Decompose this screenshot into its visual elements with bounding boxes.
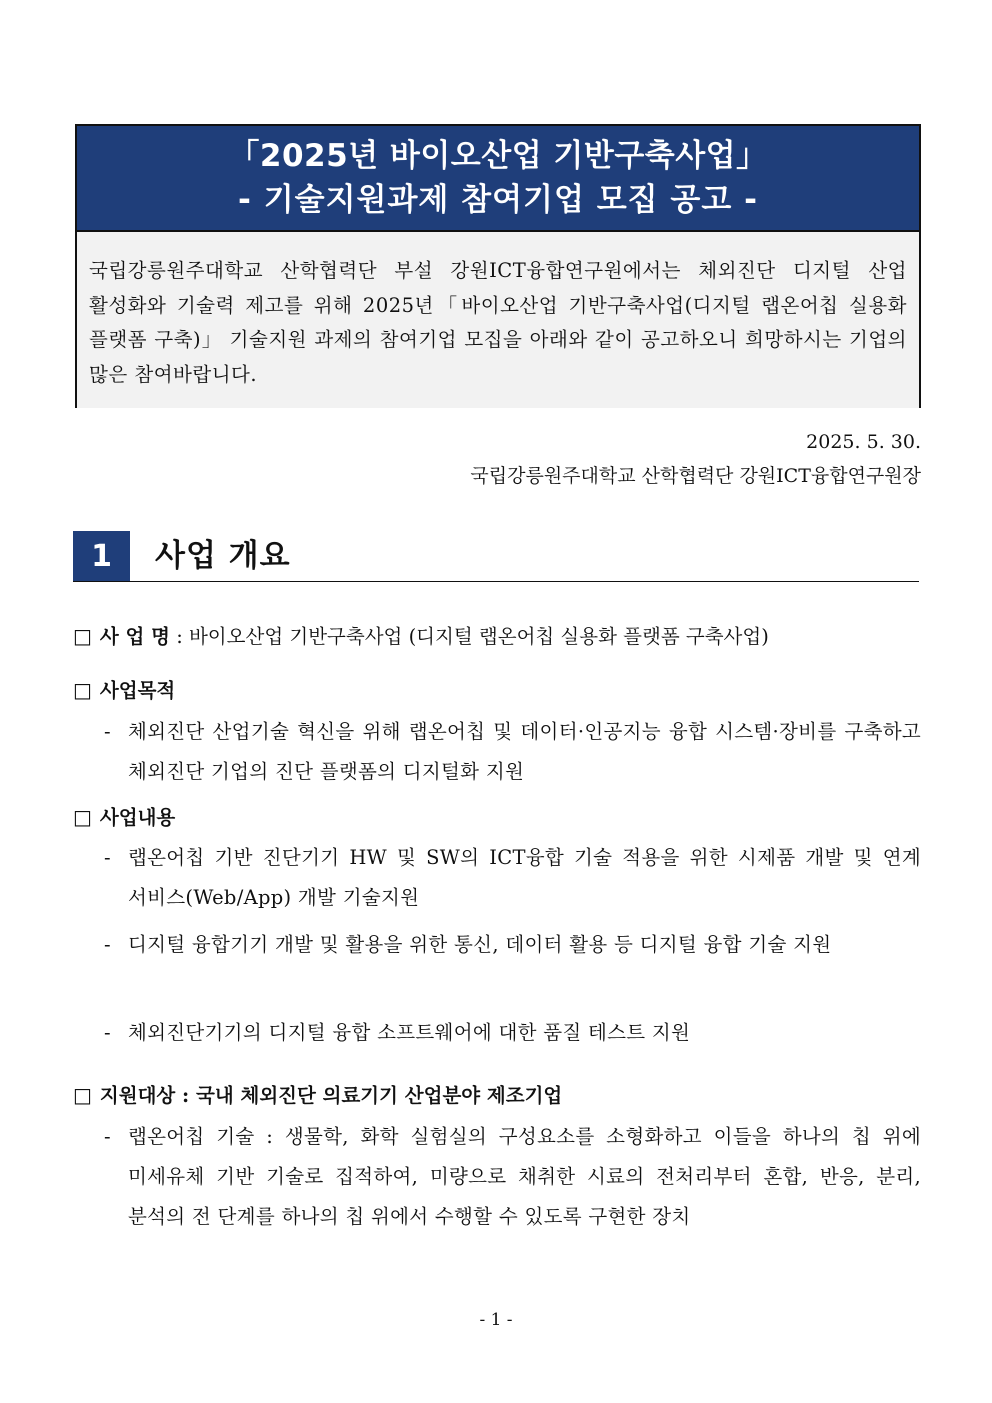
content-text-1: 랩온어칩 기반 진단기기 HW 및 SW의 ICT융합 기술 적용을 위한 시제품 개발 및 연계 서비스(Web/App) 개발 기술지원 (128, 846, 921, 909)
section-header (73, 531, 919, 582)
target-bullet-1 (104, 1117, 921, 1237)
title-line-2: - 기술지원과제 참여기업 모집 공고 - (238, 182, 758, 218)
target-label: 지원대상 : 국내 체외진단 의료기기 산업분야 제조기업 (99, 1084, 563, 1107)
content-text-2: 디지털 융합기기 개발 및 활용을 위한 통신, 데이터 활용 등 디지털 융합 기술 지원 (128, 933, 832, 956)
project-name-label: 사 업 명 (99, 625, 170, 648)
issuer-name: 국립강릉원주대학교 산학협력단 강원ICT융합연구원장 (470, 465, 921, 487)
dash-marker: - (104, 846, 111, 869)
content-bullet-3 (104, 1013, 921, 1053)
dash-marker: - (104, 1021, 111, 1044)
purpose-text-1: 체외진단 산업기술 혁신을 위해 랩온어칩 및 데이터·인공지능 융합 시스템·장비를 구축하고 체외진단 기업의 진단 플랫폼의 디지털화 지원 (128, 720, 921, 783)
purpose-bullet-1 (104, 712, 921, 792)
content-heading (73, 803, 175, 832)
dash-marker: - (104, 1125, 111, 1148)
checkbox-square-icon: □ (73, 624, 92, 648)
dash-marker: - (104, 933, 111, 956)
purpose-heading (73, 676, 175, 705)
content-bullet-2 (104, 925, 921, 965)
section-number: 1 (73, 531, 130, 581)
content-text-3: 체외진단기기의 디지털 융합 소프트웨어에 대한 품질 테스트 지원 (128, 1021, 691, 1044)
purpose-label: 사업목적 (99, 679, 176, 702)
title-line-1: 「2025년 바이오산업 기반구축사업」 (228, 138, 768, 174)
project-name-value: 바이오산업 기반구축사업 (디지털 랩온어칩 실용화 플랫폼 구축사업) (188, 625, 769, 648)
page-number: - 1 - (479, 1310, 513, 1330)
section-title: 사업 개요 (155, 538, 291, 574)
dash-marker: - (104, 720, 111, 743)
intro-paragraph: 국립강릉원주대학교 산학협력단 부설 강원ICT융합연구원에서는 체외진단 디지털 산업 활성화와 기술력 제고를 위해 2025년「바이오산업 기반구축사업(디지털 랩온어칩 실용화 플랫폼 구축)」 기술지원 과제의 참여기업 모집을 아래와 같이 공고하오니 희망하시는 기업의 많은 참여바랍니다. (77, 232, 919, 408)
checkbox-square-icon: □ (73, 1083, 92, 1107)
checkbox-square-icon: □ (73, 678, 92, 702)
project-name-item (73, 622, 769, 651)
target-heading (73, 1081, 562, 1110)
content-bullet-1 (104, 838, 921, 918)
content-label: 사업내용 (99, 806, 176, 829)
target-text-1: 랩온어칩 기술 : 생물학, 화학 실험실의 구성요소를 소형화하고 이들을 하나의 칩 위에 미세유체 기반 기술로 집적하여, 미량으로 채취한 시료의 전처리부터 혼합, 반응, 분리, 분석의 전 단계를 하나의 칩 위에서 수행할 수 있도록 구현한 장치 (128, 1125, 921, 1228)
checkbox-square-icon: □ (73, 805, 92, 829)
announcement-date: 2025. 5. 30. (806, 431, 921, 453)
project-name-sep: : (170, 625, 189, 648)
announcement-box (75, 124, 921, 408)
title-band (77, 126, 919, 232)
